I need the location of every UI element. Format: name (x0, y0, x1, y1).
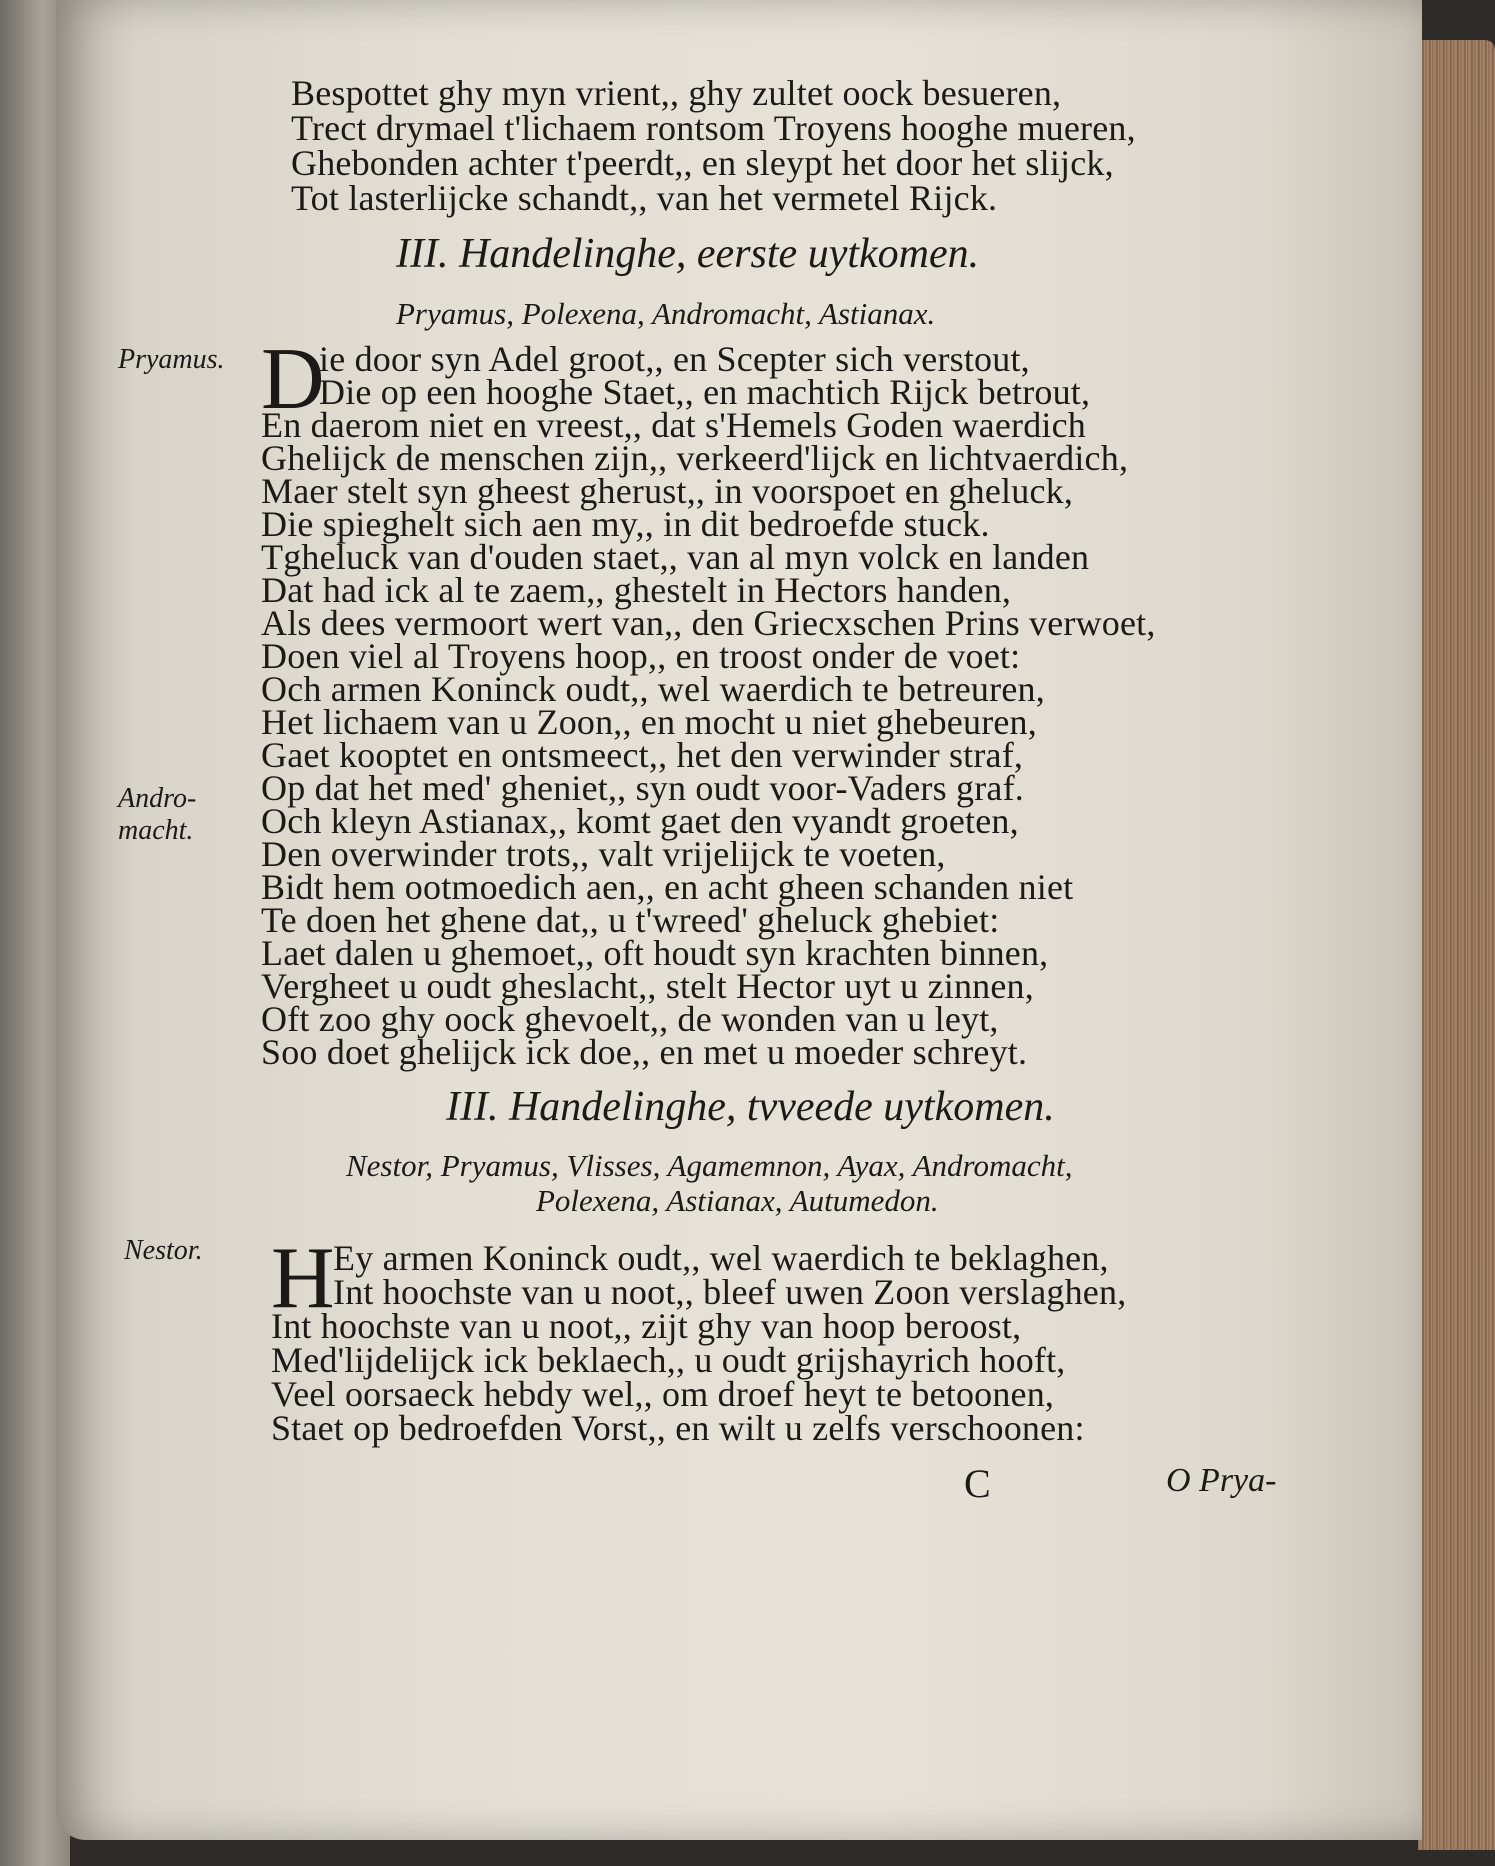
verse-line: Als dees vermoort wert van,, den Griecxschen Prins verwoet, (261, 603, 1156, 643)
verse-block (271, 1230, 1271, 1477)
speaker-name: Andro- (118, 783, 197, 814)
verse-line: Med'lijdelijck ick beklaech,, u oudt grijshayrich hooft, (271, 1340, 1066, 1380)
speaker-name: Pryamus. (118, 344, 225, 375)
verse-line: Gaet kooptet en ontsmeect,, het den verwinder straf, (261, 735, 1024, 775)
verse-line: Het lichaem van u Zoon,, en mocht u niet ghebeuren, (261, 702, 1037, 742)
verse-line: Ghebonden achter t'peerdt,, en sleypt het door het slijck, (291, 143, 1114, 183)
verse-line: Te doen het ghene dat,, u t'wreed' gheluck ghebiet: (261, 900, 1000, 940)
verse-line: Die spieghelt sich aen my,, in dit bedroefde stuck. (261, 504, 990, 544)
cast-list: Pryamus, Polexena, Andromacht, Astianax. (396, 296, 936, 331)
verse-line: Laet dalen u ghemoet,, oft houdt syn krachten binnen, (261, 933, 1049, 973)
book-page (56, 0, 1422, 1840)
verse-line: Staet op bedroefden Vorst,, en wilt u zelfs verschoonen: (271, 1408, 1085, 1448)
verse-line: Maer stelt syn gheest gherust,, in voorspoet en gheluck, (261, 471, 1074, 511)
verse-line: Doen viel al Troyens hoop,, en troost onder de voet: (261, 636, 1021, 676)
verse-line: Vergheet u oudt gheslacht,, stelt Hector uyt u zinnen, (261, 966, 1034, 1006)
speaker-name: macht. (118, 815, 194, 846)
verse-line: Soo doet ghelijck ick doe,, en met u moeder schreyt. (261, 1032, 1028, 1072)
verse-line: Ghelijck de menschen zijn,, verkeerd'lijck en lichtvaerdich, (261, 438, 1129, 478)
drop-capital: D (261, 331, 325, 428)
verse-line: En daerom niet en vreest,, dat s'Hemels Goden waerdich (261, 405, 1087, 445)
verse-line: Ey armen Koninck oudt,, wel waerdich te beklaghen, (333, 1238, 1109, 1278)
verse-line: Oft zoo ghy oock ghevoelt,, de wonden van u leyt, (261, 999, 999, 1039)
verse-line: Och armen Koninck oudt,, wel waerdich te betreuren, (261, 669, 1045, 709)
verse-line: Bespottet ghy myn vrient,, ghy zultet oock besueren, (291, 73, 1062, 113)
verse-line: Int hoochste van u noot,, zijt ghy van hoop beroost, (271, 1306, 1022, 1346)
verse-line: Die op een hooghe Staet,, en machtich Rijck betrout, (319, 372, 1091, 412)
verse-line: Dat had ick al te zaem,, ghestelt in Hectors handen, (261, 570, 1012, 610)
verse-line: Den overwinder trots,, valt vrijelijck te voeten, (261, 834, 946, 874)
verse-line: Veel oorsaeck hebdy wel,, om droef heyt te betoonen, (271, 1374, 1055, 1414)
verse-line: ie door syn Adel groot,, en Scepter sich verstout, (319, 339, 1030, 379)
cast-list: Nestor, Pryamus, Vlisses, Agamemnon, Ayax, Andromacht, (346, 1148, 1073, 1183)
verse-line: Tot lasterlijcke schandt,, van het vermetel Rijck. (291, 178, 998, 218)
act-heading: III. Handelinghe, tvveede uytkomen. (446, 1084, 1055, 1130)
catchword: O Prya- (1166, 1462, 1277, 1499)
verse-line: Tgheluck van d'ouden staet,, van al myn volck en landen (261, 537, 1090, 577)
speaker-name: Nestor. (124, 1235, 203, 1266)
verse-block (261, 331, 1261, 1072)
verse-line: Bidt hem ootmoedich aen,, en acht gheen schanden niet (261, 867, 1074, 907)
signature-mark: C (964, 1461, 991, 1506)
verse-line: Op dat het med' gheniet,, syn oudt voor-Vaders graf. (261, 768, 1024, 808)
page-block-edges (1418, 40, 1495, 1850)
verse-line: Int hoochste van u noot,, bleef uwen Zoon verslaghen, (333, 1272, 1127, 1312)
cast-list: Polexena, Astianax, Autumedon. (536, 1183, 939, 1218)
verse-line: Trect drymael t'lichaem rontsom Troyens hooghe mueren, (291, 108, 1136, 148)
drop-capital: H (271, 1230, 335, 1327)
act-heading: III. Handelinghe, eerste uytkomen. (396, 231, 980, 277)
verse-line: Och kleyn Astianax,, komt gaet den vyandt groeten, (261, 801, 1019, 841)
